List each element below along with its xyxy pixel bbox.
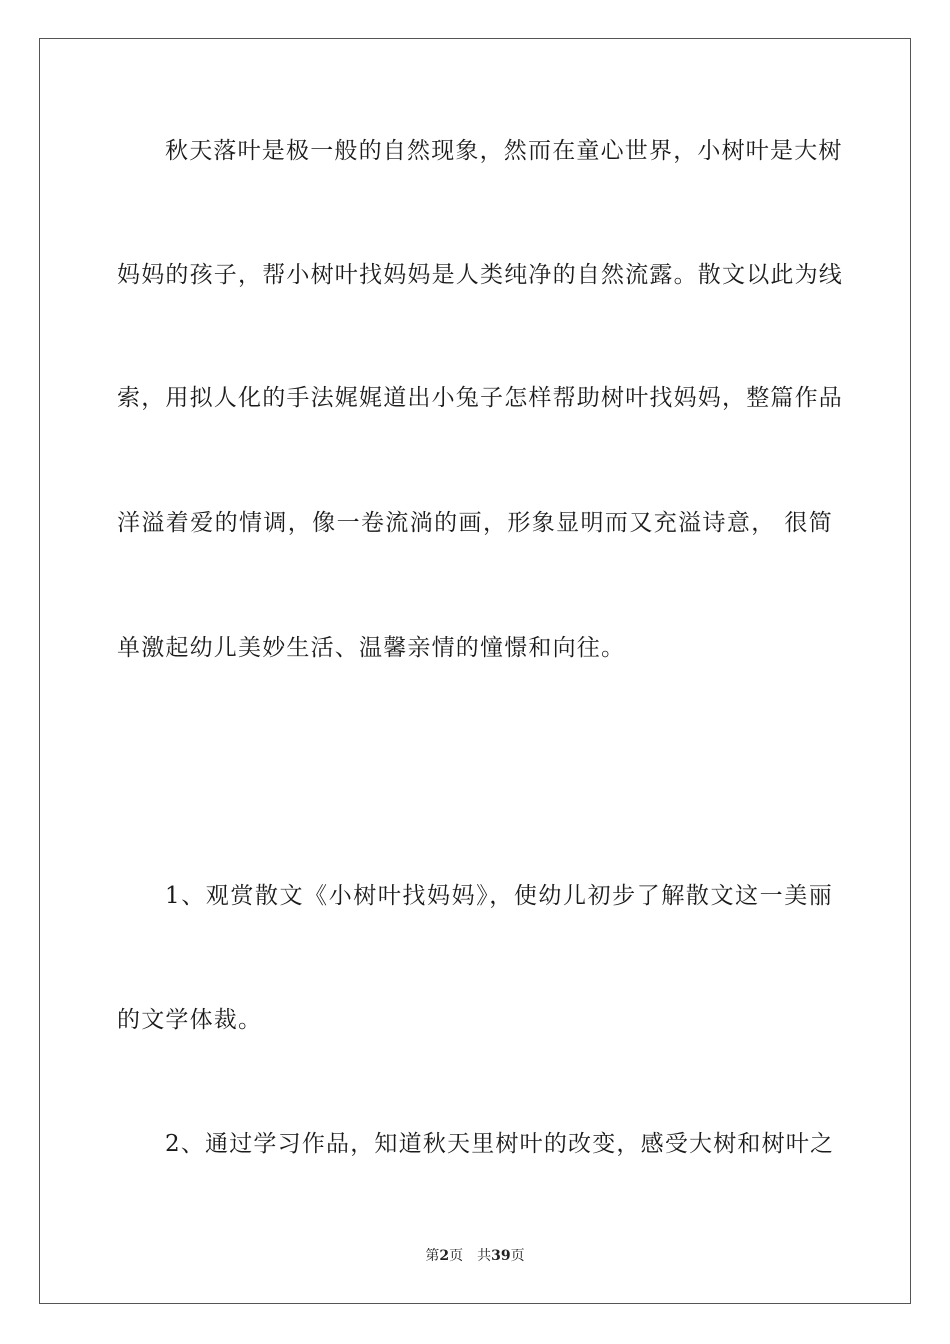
page-number: 2	[439, 1248, 450, 1264]
objective-line: 1、观赏散文《小树叶找妈妈》，使幼儿初步了解散文这一美丽	[165, 883, 833, 909]
paragraph-line: 单激起幼儿美妙生活、温馨亲情的憧憬和向往。	[117, 635, 626, 661]
page-suffix: 页	[449, 1248, 464, 1264]
paragraph-line: 妈妈的孩子，帮小树叶找妈妈是人类纯净的自然流露。散文以此为线	[117, 262, 843, 288]
objective-line: 的文学体裁。	[117, 1007, 263, 1033]
paragraph-line: 秋天落叶是极一般的自然现象，然而在童心世界，小树叶是大树	[165, 138, 843, 164]
page-footer	[0, 1247, 950, 1265]
paragraph-line: 索，用拟人化的手法娓娓道出小兔子怎样帮助树叶找妈妈，整篇作品	[117, 385, 843, 411]
total-prefix: 共	[477, 1248, 492, 1264]
page-border	[39, 38, 911, 1304]
objective-line: 2、通过学习作品，知道秋天里树叶的改变，感受大树和树叶之	[165, 1131, 835, 1157]
paragraph-line: 洋溢着爱的情调，像一卷流淌的画，形象显明而又充溢诗意， 很简	[117, 510, 833, 536]
total-suffix: 页	[510, 1248, 525, 1264]
total-pages: 39	[491, 1248, 511, 1264]
page-prefix: 第	[425, 1248, 440, 1264]
